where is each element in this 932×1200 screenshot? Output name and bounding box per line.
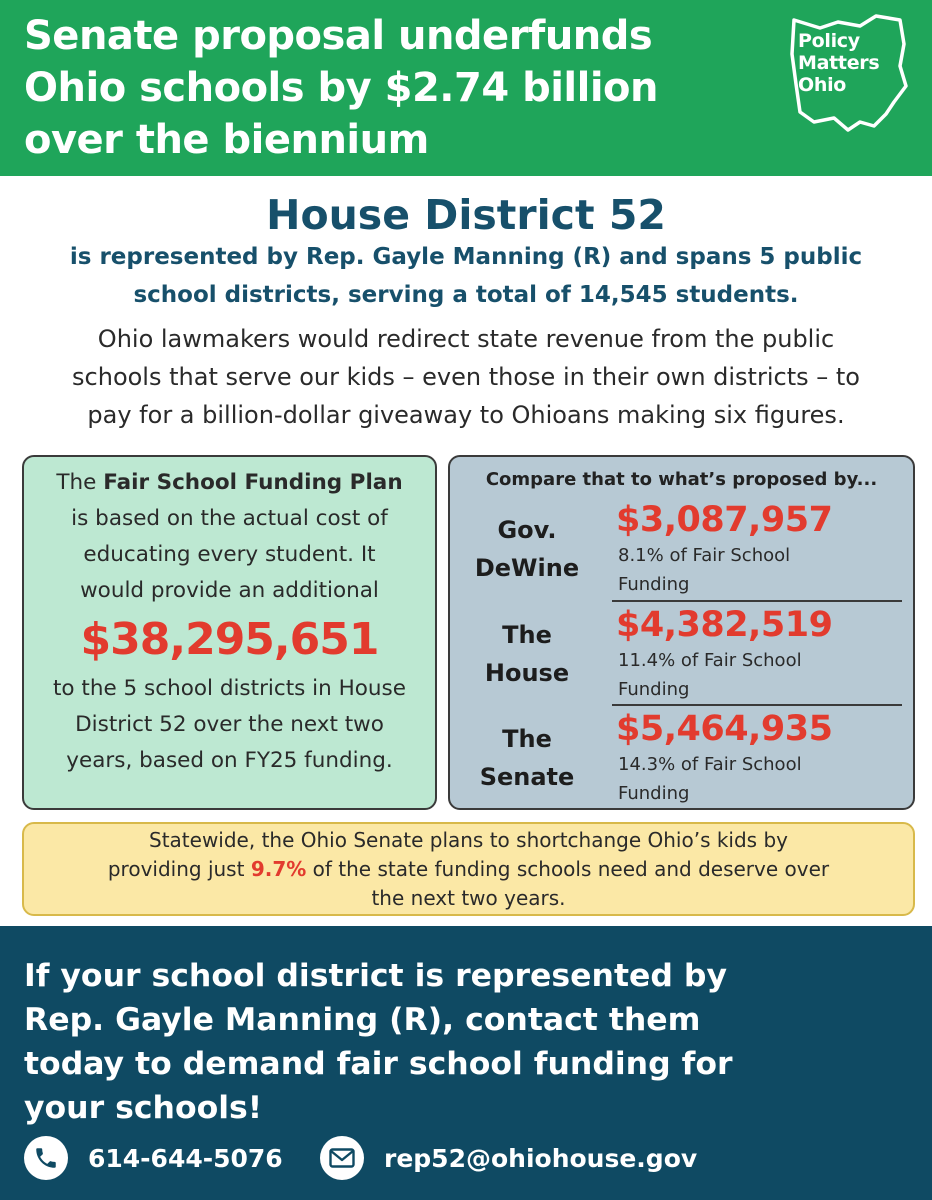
- fair-plan-line: years, based on FY25 funding.: [66, 748, 393, 773]
- page-title: [24, 10, 764, 166]
- proposed-amount: $5,464,935: [616, 709, 833, 749]
- fair-plan-line: to the 5 school districts in House: [53, 676, 406, 701]
- phone-number: 614-644-5076: [88, 1143, 283, 1173]
- fair-plan-name: Fair School Funding Plan: [103, 470, 403, 495]
- logo-wordmark: [798, 30, 879, 96]
- phone-icon: [24, 1136, 68, 1180]
- percent-line: 11.4% of Fair School: [618, 650, 802, 671]
- proposer-line: DeWine: [474, 554, 580, 582]
- subtitle-line: is represented by Rep. Gayle Manning (R) and spans 5 public: [69, 244, 863, 270]
- fair-plan-description: [24, 465, 435, 779]
- envelope-icon: [320, 1136, 364, 1180]
- cta-line: your schools!: [24, 1090, 263, 1126]
- title-line: Senate proposal underfunds: [24, 13, 653, 59]
- policy-matters-ohio-logo: [790, 14, 915, 134]
- proposer-label: [458, 706, 596, 810]
- fair-plan-line: would provide an additional: [80, 578, 379, 603]
- intro-line: pay for a billion-dollar giveaway to Ohioans making six figures.: [87, 401, 845, 429]
- fair-plan-line: is based on the actual cost of: [71, 506, 388, 531]
- intro-line: Ohio lawmakers would redirect state revenue from the public: [97, 325, 835, 353]
- phone-contact[interactable]: [24, 1136, 283, 1180]
- compare-row-governor: [450, 497, 913, 601]
- fair-plan-line: educating every student. It: [83, 542, 376, 567]
- fair-plan-line: [24, 465, 435, 501]
- intro-line: schools that serve our kids – even those in their own districts – to: [72, 363, 860, 391]
- percent-line: 8.1% of Fair School: [618, 545, 791, 566]
- proposed-amount: $4,382,519: [616, 605, 833, 645]
- proposed-percent: [618, 750, 818, 808]
- call-to-action: [24, 954, 904, 1130]
- intro-paragraph: [10, 320, 922, 434]
- proposed-percent: [618, 646, 818, 704]
- title-line: Ohio schools by $2.74 billion: [24, 65, 659, 111]
- title-line: over the biennium: [24, 117, 429, 163]
- percent-line: Funding: [618, 574, 690, 595]
- percent-line: Funding: [618, 679, 690, 700]
- logo-line: Policy: [798, 30, 860, 52]
- cta-line: If your school district is represented by: [24, 958, 727, 994]
- cta-line: Rep. Gayle Manning (R), contact them: [24, 1002, 701, 1038]
- statewide-text: providing just: [107, 857, 251, 881]
- statewide-percent: 9.7%: [250, 857, 307, 881]
- fair-plan-prefix: The: [56, 470, 104, 495]
- cta-line: today to demand fair school funding for: [24, 1046, 733, 1082]
- statewide-line: the next two years.: [371, 886, 566, 910]
- fair-plan-amount: $38,295,651: [80, 614, 379, 665]
- email-address: rep52@ohiohouse.gov: [384, 1143, 698, 1173]
- statewide-line: Statewide, the Ohio Senate plans to shortchange Ohio’s kids by: [149, 828, 788, 852]
- proposed-amount: $3,087,957: [616, 500, 833, 540]
- proposer-line: Senate: [479, 763, 575, 791]
- subtitle-line: school districts, serving a total of 14,545 students.: [133, 282, 799, 308]
- footer-cta: [0, 926, 932, 1200]
- logo-line: Ohio: [798, 74, 847, 96]
- compare-box: [448, 455, 915, 810]
- logo-line: Matters: [798, 52, 880, 74]
- proposer-line: The: [502, 725, 552, 753]
- compare-row-senate: [450, 706, 913, 810]
- statewide-text: of the state funding schools need and deserve over: [306, 857, 830, 881]
- district-title: House District 52: [266, 191, 666, 239]
- compare-row-house: [450, 602, 913, 706]
- district-subtitle: [20, 238, 912, 314]
- email-contact[interactable]: [320, 1136, 697, 1180]
- proposer-label: [458, 497, 596, 601]
- proposed-percent: [618, 541, 818, 599]
- proposer-label: [458, 602, 596, 706]
- statewide-line: [24, 855, 913, 884]
- header-banner: [0, 0, 932, 176]
- proposer-line: House: [484, 659, 570, 687]
- fair-funding-box: [22, 455, 437, 810]
- proposer-line: The: [502, 621, 552, 649]
- compare-heading: Compare that to what’s proposed by...: [485, 469, 878, 490]
- percent-line: 14.3% of Fair School: [618, 754, 802, 775]
- fair-plan-line: District 52 over the next two: [75, 712, 384, 737]
- statewide-callout: [22, 822, 915, 916]
- proposer-line: Gov.: [497, 516, 557, 544]
- percent-line: Funding: [618, 783, 690, 804]
